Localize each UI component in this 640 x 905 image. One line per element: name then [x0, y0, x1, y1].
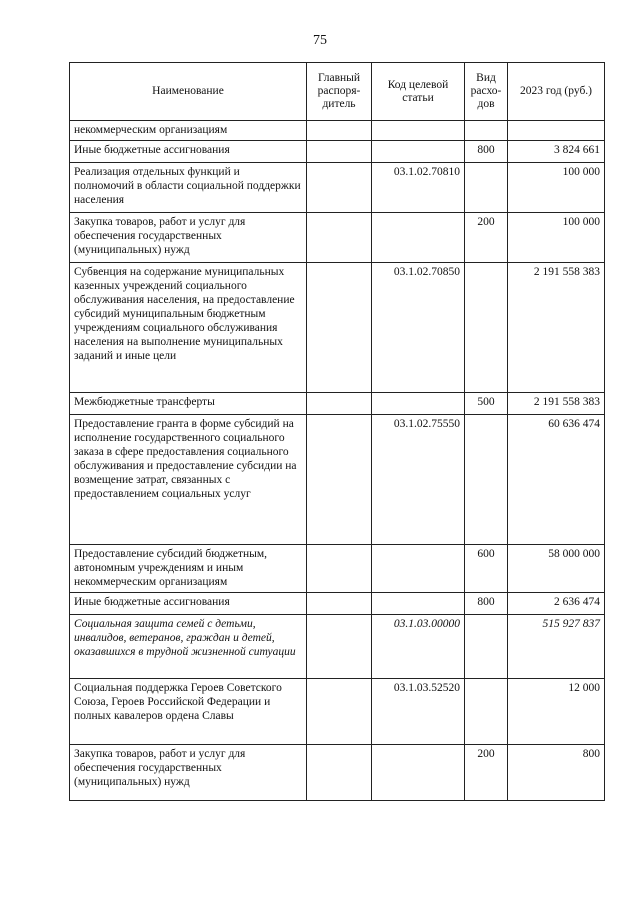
table-row [70, 679, 605, 745]
table-row [70, 745, 605, 801]
row-admin [307, 545, 372, 593]
row-amount [508, 121, 605, 141]
row-type: 600 [465, 545, 508, 593]
row-amount: 12 000 [508, 679, 605, 745]
row-code [372, 141, 465, 163]
row-type: 800 [465, 141, 508, 163]
row-name: Иные бюджетные ассигнования [70, 141, 307, 163]
table-row [70, 393, 605, 415]
table-row [70, 615, 605, 679]
row-admin [307, 163, 372, 213]
row-amount: 515 927 837 [508, 615, 605, 679]
row-amount: 58 000 000 [508, 545, 605, 593]
page-number: 75 [313, 33, 327, 48]
row-code [372, 121, 465, 141]
header-row [70, 63, 605, 121]
table-row [70, 213, 605, 263]
row-name: Закупка товаров, работ и услуг для обеспечения государственных (муниципальных) нужд [70, 213, 307, 263]
table-row [70, 545, 605, 593]
row-name: Реализация отдельных функций и полномочий в области социальной поддержки населения [70, 163, 307, 213]
row-code: 03.1.02.70850 [372, 263, 465, 393]
row-admin [307, 415, 372, 545]
header-admin: Главный распоря-дитель [307, 63, 372, 121]
row-amount: 100 000 [508, 213, 605, 263]
row-name: Межбюджетные трансферты [70, 393, 307, 415]
row-code: 03.1.02.70810 [372, 163, 465, 213]
row-admin [307, 121, 372, 141]
row-name: Субвенция на содержание муниципальных казенных учреждений социального обслуживания населения, на предоставление субсидий муниципальным бюджетным учреждениям социального обслуживания населения на выполнение муниципальных заданий и иные цели [70, 263, 307, 393]
row-name: Предоставление субсидий бюджетным, автономным учреждениям и иным некоммерческим организациям [70, 545, 307, 593]
row-code [372, 393, 465, 415]
row-type [465, 679, 508, 745]
row-type [465, 615, 508, 679]
row-admin [307, 593, 372, 615]
table-row [70, 121, 605, 141]
table-row [70, 415, 605, 545]
row-amount: 100 000 [508, 163, 605, 213]
header-name: Наименование [70, 63, 307, 121]
row-amount: 3 824 661 [508, 141, 605, 163]
row-code [372, 545, 465, 593]
row-type [465, 263, 508, 393]
row-code: 03.1.03.52520 [372, 679, 465, 745]
row-code [372, 745, 465, 801]
row-name: Социальная защита семей с детьми, инвалидов, ветеранов, граждан и детей, оказавшихся в трудной жизненной ситуации [70, 615, 307, 679]
table-row [70, 593, 605, 615]
row-amount: 2 191 558 383 [508, 393, 605, 415]
row-amount: 2 191 558 383 [508, 263, 605, 393]
row-code: 03.1.03.00000 [372, 615, 465, 679]
row-admin [307, 213, 372, 263]
row-admin [307, 745, 372, 801]
header-type: Вид расхо-дов [465, 63, 508, 121]
row-type: 800 [465, 593, 508, 615]
row-amount: 800 [508, 745, 605, 801]
row-name: Предоставление гранта в форме субсидий на исполнение государственного социального заказа в сфере предоставления социального обслуживания и предоставление субсидии на возмещение затрат, связанных с предоставлением социальных услуг [70, 415, 307, 545]
table-row [70, 141, 605, 163]
row-type [465, 415, 508, 545]
row-amount: 2 636 474 [508, 593, 605, 615]
row-admin [307, 263, 372, 393]
row-type [465, 121, 508, 141]
row-code: 03.1.02.75550 [372, 415, 465, 545]
row-admin [307, 615, 372, 679]
row-name: Социальная поддержка Героев Советского Союза, Героев Российской Федерации и полных кавалеров ордена Славы [70, 679, 307, 745]
row-code [372, 213, 465, 263]
header-code: Код целевой статьи [372, 63, 465, 121]
table-row [70, 163, 605, 213]
budget-table [69, 62, 605, 801]
row-amount: 60 636 474 [508, 415, 605, 545]
row-admin [307, 393, 372, 415]
row-name: некоммерческим организациям [70, 121, 307, 141]
row-admin [307, 679, 372, 745]
row-type [465, 163, 508, 213]
row-type: 200 [465, 213, 508, 263]
row-type: 200 [465, 745, 508, 801]
row-type: 500 [465, 393, 508, 415]
row-code [372, 593, 465, 615]
row-name: Закупка товаров, работ и услуг для обеспечения государственных (муниципальных) нужд [70, 745, 307, 801]
row-admin [307, 141, 372, 163]
row-name: Иные бюджетные ассигнования [70, 593, 307, 615]
header-amount: 2023 год (руб.) [508, 63, 605, 121]
table-row [70, 263, 605, 393]
